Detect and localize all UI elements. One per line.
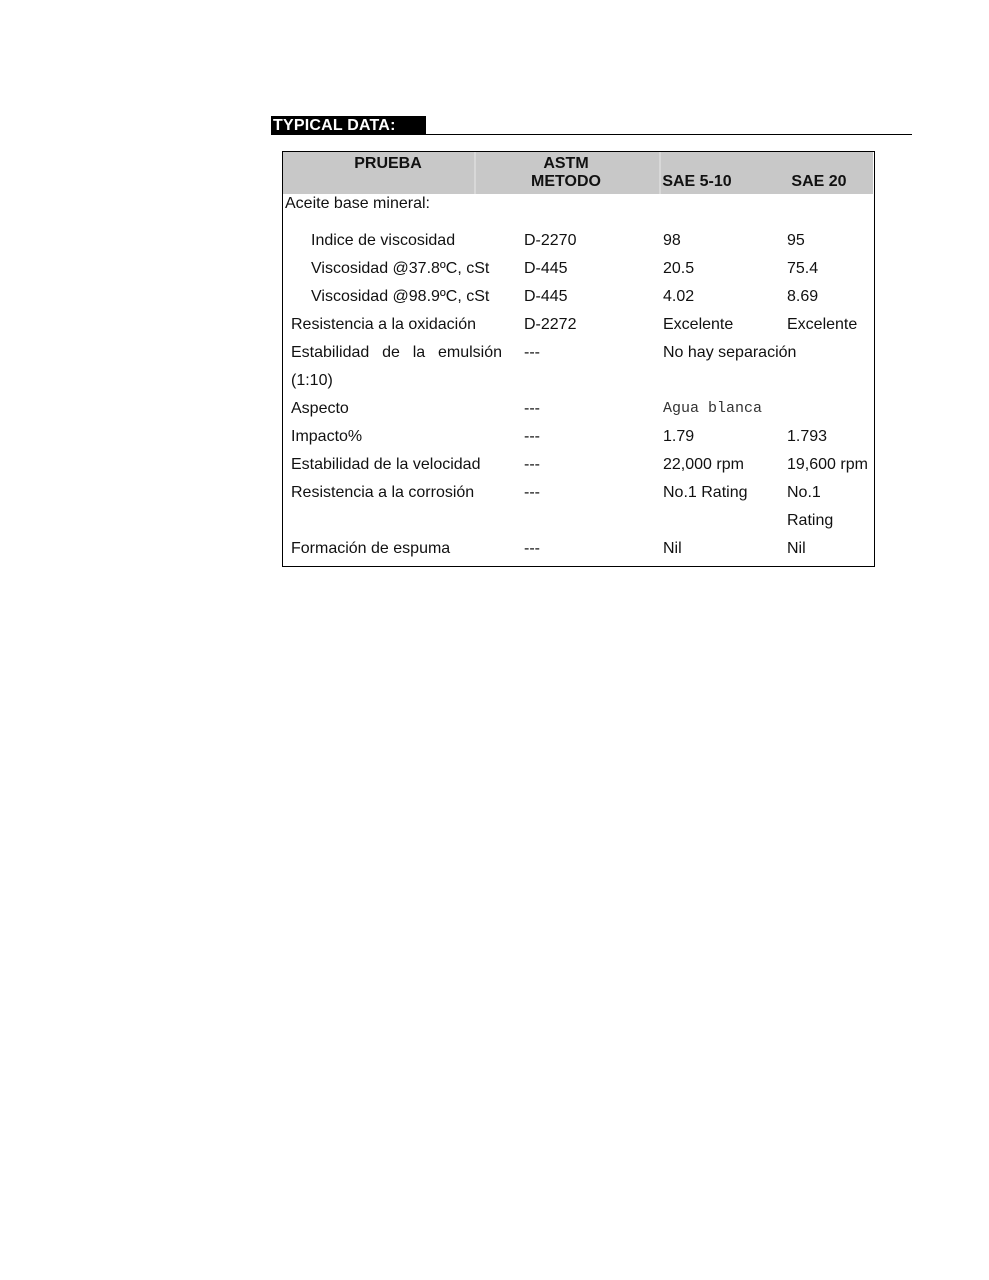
cell-sae-5-10: Nil xyxy=(663,540,682,557)
prueba-word: la xyxy=(412,344,426,361)
cell-sae-20: 8.69 xyxy=(787,288,819,305)
cell-metodo: D-2270 xyxy=(524,232,577,249)
cell-prueba: Formación de espuma xyxy=(291,540,451,557)
cell-prueba: Viscosidad @98.9ºC, cSt xyxy=(311,288,490,305)
cell-metodo: D-445 xyxy=(524,288,568,305)
cell-sae-5-10: 22,000 rpm xyxy=(663,456,744,473)
cell-sae-merged: No hay separación xyxy=(663,344,797,361)
cell-metodo: --- xyxy=(524,344,540,361)
header-prueba: PRUEBA xyxy=(354,155,422,172)
cell-prueba: Impacto% xyxy=(291,428,363,445)
header-sae-5-10: SAE 5-10 xyxy=(662,173,732,190)
cell-prueba-line2: (1:10) xyxy=(291,372,333,389)
cell-sae-20: 95 xyxy=(787,232,805,249)
cell-sae-20: 1.793 xyxy=(787,428,828,445)
prueba-word: de xyxy=(382,344,400,361)
cell-sae-20-line2: Rating xyxy=(787,512,834,529)
cell-sae-5-10: Excelente xyxy=(663,316,734,333)
cell-sae-5-10: 4.02 xyxy=(663,288,695,305)
cell-metodo: --- xyxy=(524,484,540,501)
cell-sae-20: 19,600 rpm xyxy=(787,456,868,473)
cell-sae-5-10: 20.5 xyxy=(663,260,695,277)
cell-sae-20-line1: No.1 xyxy=(787,484,821,501)
cell-prueba: Viscosidad @37.8ºC, cSt xyxy=(311,260,490,277)
group-label: Aceite base mineral: xyxy=(285,195,430,212)
header-astm-metodo xyxy=(511,155,621,191)
column-separator xyxy=(474,152,476,194)
header-sae-20: SAE 20 xyxy=(791,173,847,190)
cell-prueba: Resistencia a la oxidación xyxy=(291,316,476,333)
section-title: TYPICAL DATA: xyxy=(271,116,426,135)
cell-sae-5-10: No.1 Rating xyxy=(663,484,748,501)
cell-prueba: Resistencia a la corrosión xyxy=(291,484,475,501)
cell-sae-5-10: Agua blanca xyxy=(663,400,763,417)
cell-sae-20: 75.4 xyxy=(787,260,819,277)
cell-prueba: Estabilidad de la velocidad xyxy=(291,456,481,473)
cell-metodo: --- xyxy=(524,428,540,445)
cell-metodo: --- xyxy=(524,400,540,417)
typical-data-table xyxy=(282,151,875,567)
cell-metodo: D-2272 xyxy=(524,316,577,333)
cell-prueba: Indice de viscosidad xyxy=(311,232,456,249)
cell-metodo: D-445 xyxy=(524,260,568,277)
prueba-word: Estabilidad xyxy=(291,344,370,361)
prueba-word: emulsión xyxy=(437,344,502,361)
cell-prueba: Aspecto xyxy=(291,400,349,417)
cell-metodo: --- xyxy=(524,456,540,473)
header-astm: ASTM xyxy=(543,155,589,172)
section-rule xyxy=(271,134,912,135)
header-metodo: METODO xyxy=(531,173,601,190)
cell-prueba-justified xyxy=(291,343,502,363)
cell-sae-5-10: 1.79 xyxy=(663,428,695,445)
cell-sae-5-10: 98 xyxy=(663,232,681,249)
cell-sae-20: Nil xyxy=(787,540,806,557)
cell-sae-20: Excelente xyxy=(787,316,858,333)
cell-metodo: --- xyxy=(524,540,540,557)
